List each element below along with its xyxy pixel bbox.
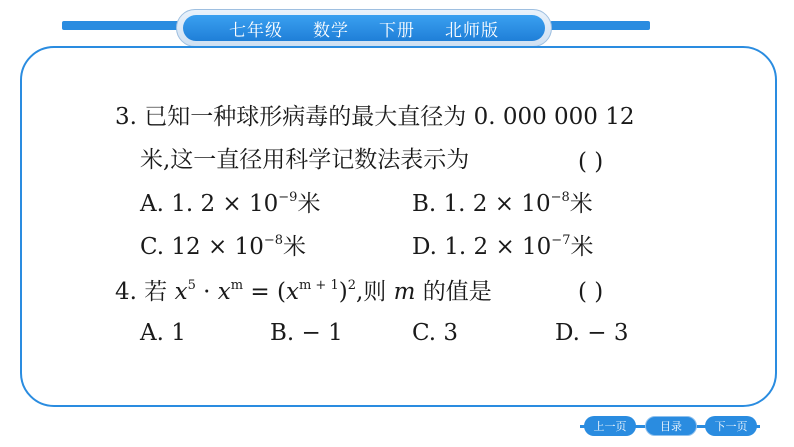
q4-answer-paren: ( ) [578, 279, 604, 305]
q4-rest: ,则 [355, 279, 394, 305]
q3-option-a-exp: −9 [278, 190, 298, 205]
banner-line-right [550, 21, 650, 30]
q4-option-b: B. − 1 [270, 320, 343, 346]
q3-option-c-base: C. 12 × 10 [140, 234, 264, 260]
q4-exp2: m [230, 278, 244, 293]
banner-grade: 七年级 [229, 20, 283, 41]
q3-option-d-base: D. 1. 2 × 10 [412, 234, 552, 260]
q3-option-a-base: A. 1. 2 × 10 [140, 191, 279, 217]
q3-option-d [412, 234, 593, 259]
q4-dot: · [195, 279, 218, 305]
next-page-button[interactable]: 下一页 [705, 416, 757, 436]
prev-page-button[interactable]: 上一页 [584, 416, 636, 436]
q4-exp1: 5 [187, 278, 196, 293]
q3-line1: 3. 已知一种球形病毒的最大直径为 0. 000 000 12 [115, 104, 635, 130]
banner-subject: 数学 [313, 20, 349, 41]
q4-option-c: C. 3 [412, 320, 459, 346]
q4-x1: x [174, 279, 188, 305]
q3-option-d-exp: −7 [551, 233, 571, 248]
q3-option-a-unit: 米 [297, 191, 321, 217]
q4-option-d: D. − 3 [555, 320, 629, 346]
q3-line2: 米,这一直径用科学记数法表示为 [140, 147, 470, 173]
q4-equals: = ( [243, 279, 286, 305]
q3-option-b-base: B. 1. 2 × 10 [412, 191, 551, 217]
banner-volume: 下册 [379, 20, 415, 41]
q3-option-a [140, 191, 320, 216]
q3-answer-paren: ( ) [578, 149, 604, 175]
q3-option-b-exp: −8 [550, 190, 570, 205]
q4-number: 4. 若 [115, 279, 175, 305]
q3-option-b [412, 191, 593, 216]
banner-publisher: 北师版 [445, 20, 499, 41]
q3-option-c [140, 234, 306, 259]
content-frame [20, 46, 777, 407]
q4-tail: 的值是 [415, 279, 492, 305]
q4-stem [115, 279, 492, 304]
q3-option-c-unit: 米 [283, 234, 306, 260]
q4-x2: x [217, 279, 231, 305]
course-banner-inner [183, 15, 545, 41]
banner-line-left [62, 21, 182, 30]
q3-option-b-unit: 米 [569, 191, 593, 217]
q4-close: ) [338, 279, 348, 305]
q4-option-a: A. 1 [140, 320, 186, 346]
q4-m: m [393, 279, 416, 305]
q3-option-d-unit: 米 [570, 234, 594, 260]
q4-exp4: 2 [347, 278, 356, 293]
contents-button[interactable]: 目录 [645, 416, 697, 436]
q4-exp3: m + 1 [298, 278, 339, 293]
q3-option-c-exp: −8 [263, 233, 283, 248]
course-banner [176, 9, 552, 47]
q4-x3: x [285, 279, 299, 305]
